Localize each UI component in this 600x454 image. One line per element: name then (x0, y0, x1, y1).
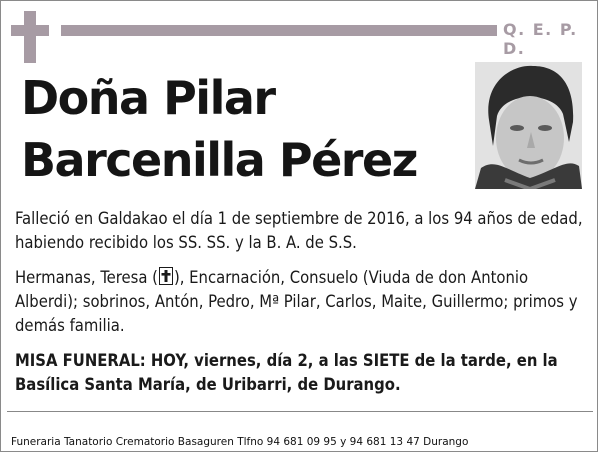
deceased-cross-icon (159, 267, 173, 285)
portrait-photo (475, 62, 582, 189)
funeral-home-footer: Funeraria Tanatorio Crematorio Basaguren Tlfno 94 681 09 95 y 94 681 13 47 Durango (11, 436, 469, 448)
obituary-text (15, 207, 589, 408)
deceased-name (21, 67, 417, 191)
cross-icon (11, 11, 49, 63)
family-list (15, 266, 589, 338)
header-rule (61, 25, 497, 36)
family-list-part1: Hermanas, Teresa ( (15, 268, 158, 287)
death-details: Falleció en Galdakao el día 1 de septiembre de 2016, a los 94 años de edad, habiendo recibido los SS. SS. y la B. A. de S.S. (15, 209, 583, 252)
family-list-part2: ), Encarnación, Consuelo (Viuda de don Antonio Alberdi); sobrinos, Antón, Pedro, Mª Pilar, Carlos, Maite, Guillermo; primos y demás familia. (15, 268, 578, 335)
footer-divider (7, 411, 593, 412)
qepd-label: Q. E. P. D. (503, 20, 578, 58)
name-line-2: Barcenilla Pérez (21, 133, 417, 187)
portrait-image (475, 62, 582, 189)
name-line-1: Doña Pilar (21, 71, 275, 125)
funeral-mass: MISA FUNERAL: HOY, viernes, día 2, a las SIETE de la tarde, en la Basílica Santa María, de Uribarri, de Durango. (15, 351, 558, 394)
